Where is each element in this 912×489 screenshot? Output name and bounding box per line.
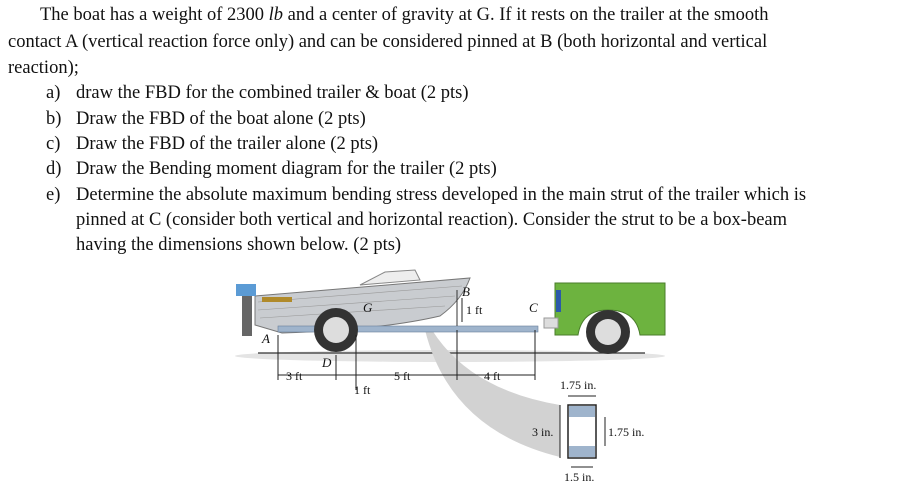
point-b-label: B [462, 284, 470, 299]
dim-1ft: 1 ft [354, 383, 371, 397]
section-top-width: 1.75 in. [560, 378, 597, 392]
dim-b-height: 1 ft [466, 303, 483, 317]
section-bottom-width: 1.5 in. [564, 470, 595, 484]
intro-line-3: reaction); [8, 58, 79, 78]
point-a-label: A [262, 331, 270, 346]
section-top-flange [569, 406, 595, 417]
motor-cover [236, 284, 256, 296]
section-height: 3 in. [532, 425, 554, 439]
intro-line-1: The boat has a weight of 2300 lb and a center of gravity at G. If it rests on the trailer at the smooth [40, 5, 769, 25]
section-inner-height: 1.75 in. [608, 425, 645, 439]
point-c-label: C [529, 300, 538, 315]
point-d-label: D [322, 355, 332, 370]
motor-leg [242, 296, 252, 336]
intro-line-2: contact A (vertical reaction force only) and can be considered pinned at B (both horizontal and vertical [8, 32, 768, 52]
section-bottom-flange [569, 446, 595, 457]
point-g-label: G [363, 300, 373, 315]
truck-bumper [544, 318, 558, 328]
dim-4ft: 4 ft [484, 369, 501, 383]
dim-5ft: 5 ft [394, 369, 411, 383]
boat-decal [262, 297, 292, 302]
dim-3ft: 3 ft [286, 369, 303, 383]
